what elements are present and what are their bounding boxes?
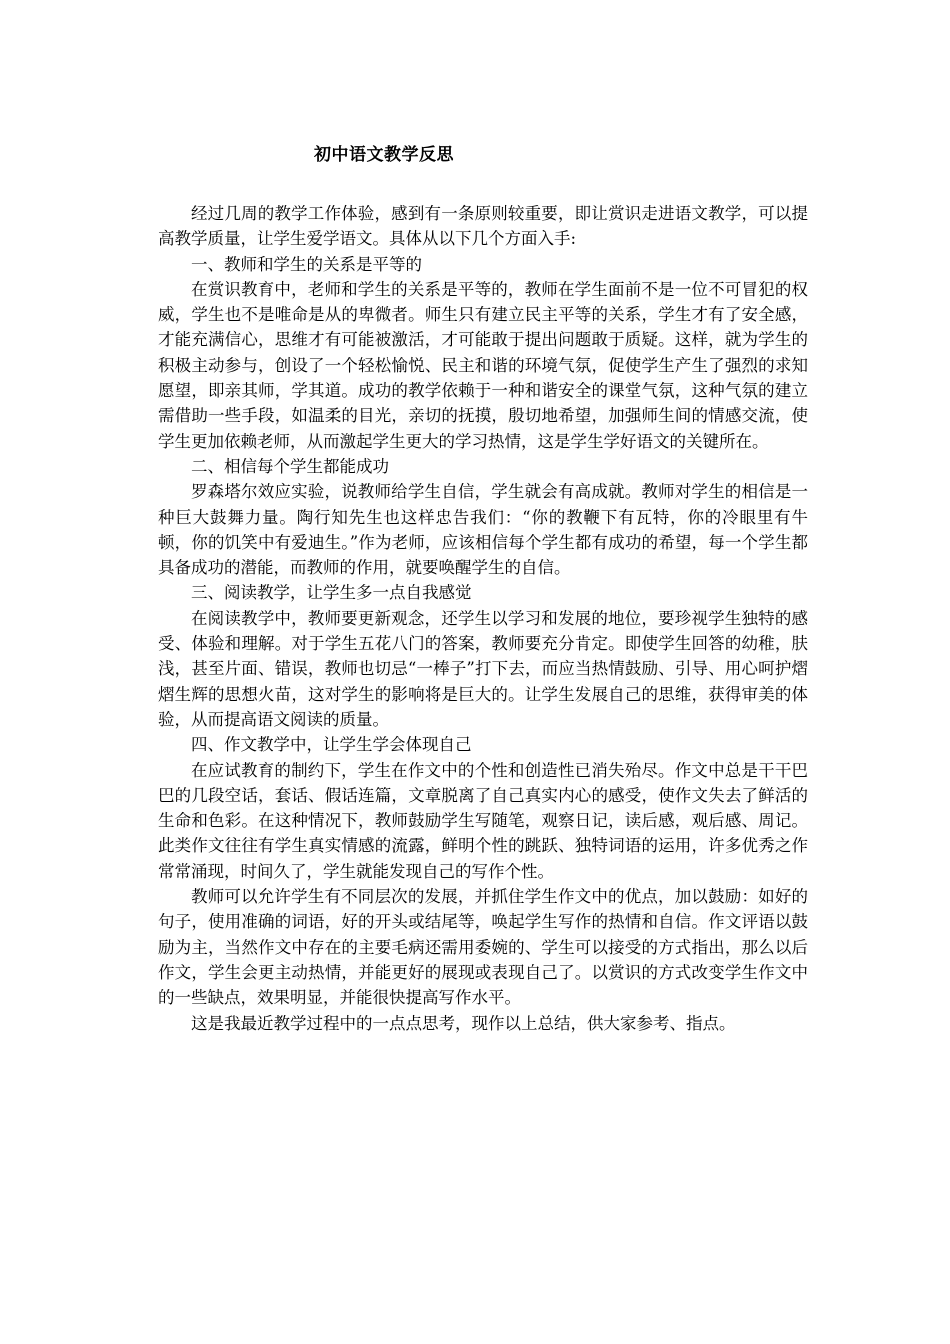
section-paragraph-4b: 教师可以允许学生有不同层次的发展，并抓住学生作文中的优点，加以鼓励：如好的句子，使用准确的词语，好的开头或结尾等，唤起学生写作的热情和自信。作文评语以鼓励为主，当然作文中存在的主要毛病还需用委婉的、学生可以接受的方式指出，那么以后作文，学生会更主动热情，并能更好的展现或表现自己了。以赏识的方式改变学生作文中的一些缺点，效果明显，并能很快提高写作水平。 — [158, 887, 808, 1008]
section-heading-3: 三、阅读教学，让学生多一点自我感觉 — [191, 583, 472, 603]
intro-paragraph: 经过几周的教学工作体验，感到有一条原则较重要，即让赏识走进语文教学，可以提高教学质量，让学生爱学语文。具体从以下几个方面入手: — [158, 204, 808, 249]
document-body — [158, 201, 808, 1036]
section-heading-2: 二、相信每个学生都能成功 — [191, 456, 389, 476]
section-paragraph-3: 在阅读教学中，教师要更新观念，还学生以学习和发展的地位，要珍视学生独特的感受、体验和理解。对于学生五花八门的答案，教师要充分肯定。即使学生回答的幼稚，肤浅，甚至片面、错误，教师也切忌“一棒子”打下去，而应当热情鼓励、引导、用心呵护熠熠生辉的思想火苗，这对学生的影响将是巨大的。让学生发展自己的思维，获得审美的体验，从而提高语文阅读的质量。 — [158, 608, 808, 729]
section-heading-1: 一、教师和学生的关系是平等的 — [191, 254, 422, 274]
section-paragraph-4a: 在应试教育的制约下，学生在作文中的个性和创造性已消失殆尽。作文中总是干干巴巴的几段空话，套话、假话连篇，文章脱离了自己真实内心的感受，使作文失去了鲜活的生命和色彩。在这种情况下，教师鼓励学生写随笔，观察日记，读后感，观后感、周记。此类作文往往有学生真实情感的流露，鲜明个性的跳跃、独特词语的运用，许多优秀之作常常涌现，时间久了，学生就能发现自己的写作个性。 — [158, 760, 808, 881]
section-paragraph-1: 在赏识教育中，老师和学生的关系是平等的，教师在学生面前不是一位不可冒犯的权威，学生也不是唯命是从的卑微者。师生只有建立民主平等的关系，学生才有了安全感，才能充满信心，思维才有可能被激活，才可能敢于提出问题敢于质疑。这样，就为学生的积极主动参与，创设了一个轻松愉悦、民主和谐的环境气氛，促使学生产生了强烈的求知愿望，即亲其师，学其道。成功的教学依赖于一种和谐安全的课堂气氛，这种气氛的建立需借助一些手段，如温柔的目光，亲切的抚摸，殷切地希望，加强师生间的情感交流，使学生更加依赖老师，从而激起学生更大的学习热情，这是学生学好语文的关键所在。 — [158, 279, 808, 451]
section-heading-4: 四、作文教学中，让学生学会体现自己 — [191, 735, 472, 755]
page-title: 初中语文教学反思 — [314, 145, 454, 165]
section-paragraph-2: 罗森塔尔效应实验，说教师给学生自信，学生就会有高成就。教师对学生的相信是一种巨大鼓舞力量。陶行知先生也这样忠告我们：“你的教鞭下有瓦特，你的冷眼里有牛顿，你的饥笑中有爱迪生。”作为老师，应该相信每个学生都有成功的希望，每一个学生都具备成功的潜能，而教师的作用，就要唤醒学生的自信。 — [158, 482, 808, 578]
closing-paragraph: 这是我最近教学过程中的一点点思考，现作以上总结，供大家参考、指点。 — [191, 1013, 736, 1033]
